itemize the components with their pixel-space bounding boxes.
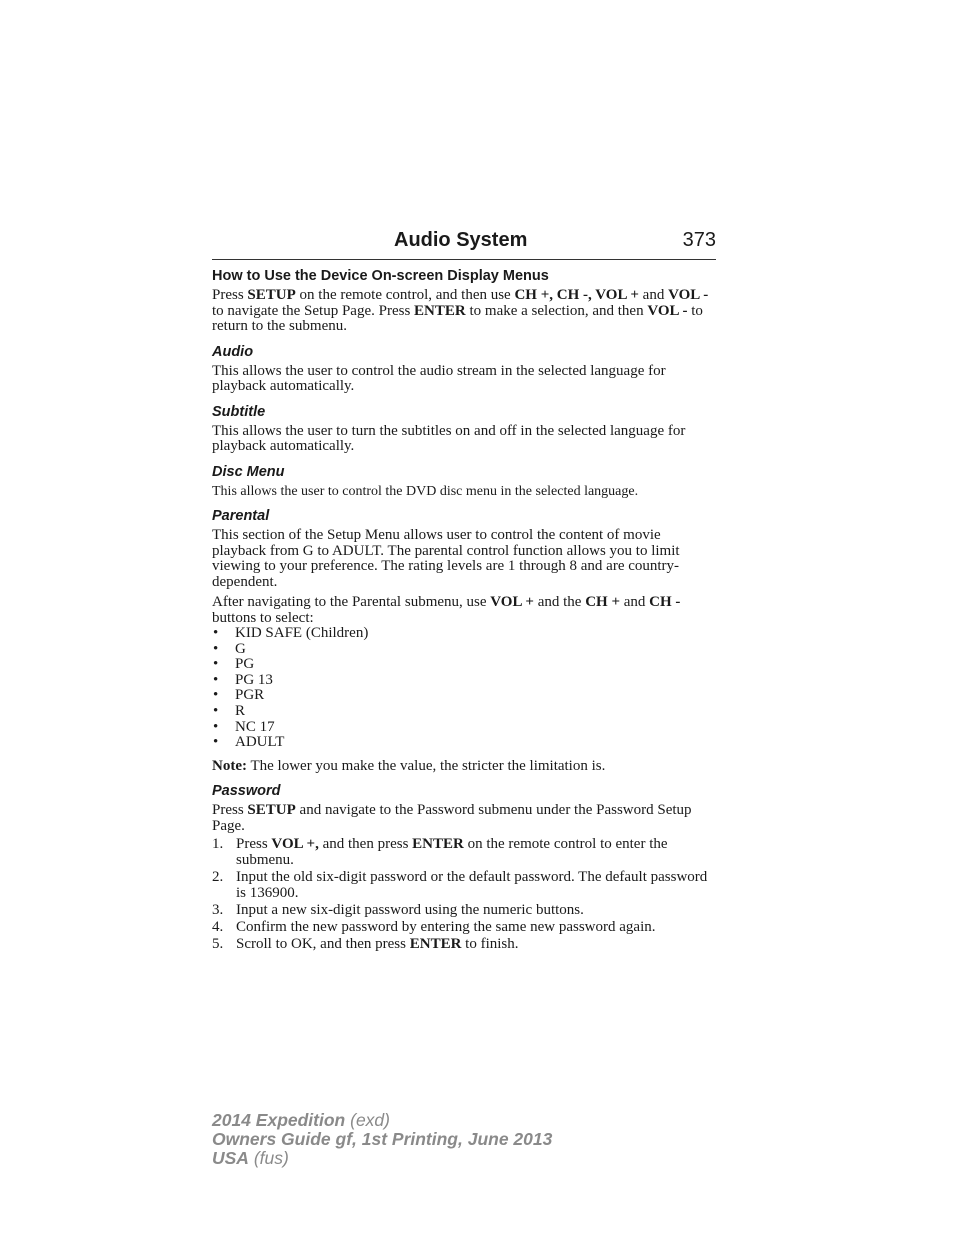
step-item: 1. Press VOL +, and then press ENTER on the remote control to enter the submenu. — [212, 836, 668, 869]
manual-page — [212, 229, 716, 953]
bullet-icon: • — [213, 702, 219, 719]
bullet-icon: • — [213, 687, 219, 704]
step-item: 3. Input a new six-digit password using the numeric buttons. — [212, 902, 584, 919]
footer-line-2: Owners Guide gf, 1st Printing, June 2013 — [212, 1129, 553, 1149]
page-number: 373 — [682, 229, 716, 251]
bullet-icon: • — [213, 656, 219, 673]
parental-heading: Parental — [212, 508, 270, 524]
bullet-icon: • — [213, 671, 219, 688]
list-item: • PG — [213, 656, 255, 673]
list-item: • KID SAFE (Children) — [213, 625, 369, 641]
footer-line-3: USA (fus) — [212, 1148, 289, 1168]
rating-list — [212, 626, 716, 751]
list-item: • NC 17 — [213, 718, 275, 735]
chapter-title: Audio System — [394, 229, 528, 251]
section-title: How to Use the Device On-screen Display Menus — [212, 268, 549, 284]
password-intro: Press SETUP and navigate to the Password submenu under the Password Setup Page. — [212, 802, 692, 834]
bullet-icon: • — [213, 625, 219, 641]
page-footer — [212, 1111, 552, 1168]
parental-text: This section of the Setup Menu allows user to control the content of movie playback from G to ADULT. The parental control function allows you to limit viewing to your preference. The rating levels are 1 through 8 and are country-dependent. — [212, 527, 680, 590]
step-item: 2. Input the old six-digit password or the default password. The default password is 136900. — [212, 869, 708, 902]
list-item: • ADULT — [213, 734, 285, 751]
subtitle-heading: Subtitle — [212, 403, 266, 420]
bullet-icon: • — [213, 734, 219, 751]
step-item: 4. Confirm the new password by entering the same new password again. — [212, 919, 656, 936]
parental-nav-text: After navigating to the Parental submenu, use VOL + and the CH + and CH - buttons to select: — [212, 594, 681, 626]
list-item: • G — [213, 640, 246, 657]
bullet-icon: • — [213, 640, 219, 657]
step-item: 5. Scroll to OK, and then press ENTER to finish. — [212, 936, 519, 953]
password-steps — [212, 836, 716, 952]
footer-line-1: 2014 Expedition (exd) — [212, 1110, 390, 1130]
bullet-icon: • — [213, 718, 219, 735]
note-text: Note: The lower you make the value, the stricter the limitation is. — [212, 757, 606, 774]
disc-menu-text: This allows the user to control the DVD disc menu in the selected language. — [212, 483, 639, 499]
subtitle-text: This allows the user to turn the subtitles on and off in the selected language for playback automatically. — [212, 422, 686, 454]
list-item: • R — [213, 702, 246, 719]
page-header — [212, 229, 716, 260]
password-heading: Password — [212, 783, 281, 800]
disc-menu-heading: Disc Menu — [212, 463, 285, 480]
list-item: • PG 13 — [213, 671, 273, 688]
list-item: • PGR — [213, 687, 265, 704]
audio-heading: Audio — [212, 343, 254, 360]
audio-text: This allows the user to control the audio stream in the selected language for playback automatically. — [212, 362, 666, 394]
intro-paragraph: Press SETUP on the remote control, and then use CH +, CH -, VOL + and VOL - to navigate the Setup Page. Press ENTER to make a selection, and then VOL - to return to the submenu. — [212, 287, 709, 334]
